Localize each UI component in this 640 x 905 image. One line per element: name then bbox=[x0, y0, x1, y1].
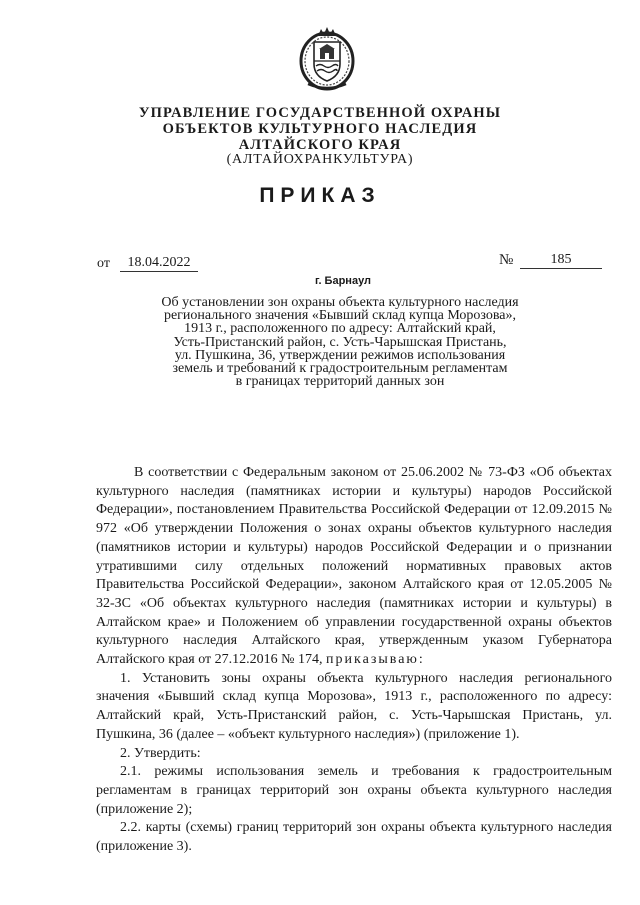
order-subject bbox=[130, 296, 550, 388]
organization-short-name: (АЛТАЙОХРАНКУЛЬТУРА) bbox=[226, 152, 414, 167]
order-word: приказываю: bbox=[326, 652, 425, 668]
number-sign: № bbox=[499, 252, 514, 268]
subject-line: в границах территорий данных зон bbox=[235, 374, 445, 390]
city-name: г. Барнаул bbox=[314, 275, 372, 287]
order-number: 185 bbox=[520, 252, 602, 269]
subject-line: Усть-Пристанский район, с. Усть-Чарышская Пристань, bbox=[173, 334, 507, 350]
order-body bbox=[96, 464, 612, 857]
item-2-paragraph: 2. Утвердить: bbox=[120, 745, 201, 761]
preamble-text: В соответствии с Федеральным законом от 25.06.2002 № 73-ФЗ «Об объектах культурного наследия (памятниках истории и культуры) народов Российской Федерации», постановлением Правительства Российской Федерации от 12.09.2015 № 972 «Об утверждении Положения о зонах охраны объектов культурного наследия (памятников истории и культуры) народов Российской Федерации и о признании утратившими силу отдельных положений нормативных правовых актов Правительства Российской Федерации», законом Алтайского края от 12.05.2005 № 32-ЗС «Об объектах культурного наследия (памятниках истории и культуры) в Алтайском крае» и Положением об управлении государственной охраны объектов культурного наследия Алтайского края, утвержденным указом Губернатора Алтайского края от 27.12.2016 № 174, bbox=[96, 465, 612, 668]
subject-line: регионального значения «Бывший склад купца Морозова», bbox=[163, 308, 517, 324]
subject-line: Об установлении зон охраны объекта культурного наследия bbox=[161, 295, 519, 310]
organization-name-line-1: УПРАВЛЕНИЕ ГОСУДАРСТВЕННОЙ ОХРАНЫ bbox=[138, 105, 502, 121]
subject-line: земель и требований к градостроительным регламентам bbox=[172, 361, 508, 377]
date-prefix: от bbox=[97, 256, 110, 271]
preamble-paragraph bbox=[96, 464, 612, 670]
item-1-paragraph: 1. Установить зоны охраны объекта культурного наследия регионального значения «Бывший склад купца Морозова», 1913 г., расположенного по адресу: Алтайский край, Усть-Пристанский район, с. Усть-Чарышская Пристань, ул. Пушкина, 36 (далее – «объект культурного наследия») (приложение 1). bbox=[96, 670, 612, 742]
item-2-2-paragraph: 2.2. карты (схемы) границ территорий зон охраны объекта культурного наследия (приложение 3). bbox=[96, 820, 612, 855]
document-title: ПРИКАЗ bbox=[259, 184, 381, 207]
altai-krai-coat-of-arms-icon bbox=[298, 24, 356, 94]
order-date: 18.04.2022 bbox=[120, 255, 198, 272]
organization-name-line-2: ОБЪЕКТОВ КУЛЬТУРНОГО НАСЛЕДИЯ bbox=[162, 121, 478, 137]
organization-name-line-3: АЛТАЙСКОГО КРАЯ bbox=[238, 137, 402, 153]
item-2-1-paragraph: 2.1. режимы использования земель и требования к градостроительным регламентам в границах территорий зон охраны объекта культурного наследия (приложение 2); bbox=[96, 764, 612, 817]
subject-line: 1913 г., расположенного по адресу: Алтайский край, bbox=[184, 321, 496, 337]
subject-line: ул. Пушкина, 36, утверждении режимов использования bbox=[174, 347, 506, 363]
